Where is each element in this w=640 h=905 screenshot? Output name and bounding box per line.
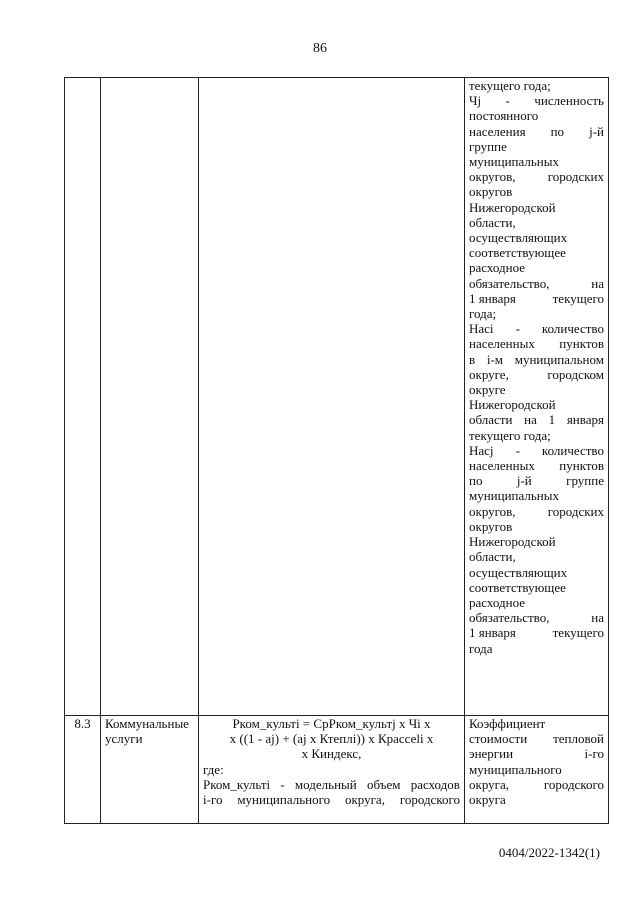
text-word: января [566,412,604,428]
text-word: осуществляющих [469,230,568,246]
row-name-cell [101,78,199,716]
text-line [469,230,604,245]
text-line [469,108,604,123]
text-word: Нижегородской [469,534,556,550]
text-line [469,124,604,139]
text-word: расходное [469,594,525,610]
text-word: количество [541,321,604,337]
text-word: - [280,776,285,792]
text-line [469,245,604,260]
text-line [469,625,604,640]
text-word: текущего [552,625,604,641]
text-line [469,397,604,412]
text-word: округа, [344,792,385,808]
row-number-cell: 8.3 [65,716,101,824]
text-word: на [591,610,604,626]
formula [203,716,460,762]
text-word: Насj [469,442,494,458]
text-word: городского [399,792,460,808]
text-line [469,595,604,610]
text-line [469,549,604,564]
text-line [469,504,604,519]
text-line [469,321,604,336]
text-word: округов, [469,169,516,185]
text-line [203,777,460,792]
text-line [469,519,604,534]
text-line [469,412,604,427]
text-line [469,731,604,746]
text-word: пунктов [559,458,604,474]
text-line [469,215,604,230]
text-word: - [515,321,520,337]
service-name-line: услуги [105,731,143,747]
text-line [469,777,604,792]
text-word: і-м [486,351,504,367]
text-word: текущего года; [469,78,551,93]
text-line [469,488,604,503]
text-word: округов [469,518,513,534]
text-line [469,610,604,625]
page-number: 86 [313,41,327,56]
text-line [469,792,604,807]
text-word: года; [469,306,497,322]
text-word: муниципальных [469,488,560,504]
text-word: по [469,473,483,489]
text-word: на [524,412,537,428]
text-word: осуществляющих [469,564,568,580]
text-word: области [469,412,513,428]
text-word: пунктов [559,336,604,352]
text-line [469,746,604,761]
formula-line: Рком_культі = СрРком_культj х Чі х [232,716,431,731]
text-line [469,276,604,291]
text-line [469,367,604,382]
text-word: Нижегородской [469,199,556,215]
text-word: области, [469,549,516,565]
text-line [469,78,604,93]
text-word: 1 января [469,625,516,641]
text-word: постоянного [469,108,539,124]
text-word: энергии [469,746,514,762]
coefficient-text [469,78,604,656]
text-word: муниципальных [469,154,560,170]
text-line [469,306,604,321]
text-word: городских [547,169,604,185]
document-code: 0404/2022-1342(1) [498,845,600,860]
formula-line: х Киндекс, [301,746,362,762]
row-formula-cell [199,716,465,824]
text-word: текущего [552,290,604,306]
formula-line: х ((1 - аj) + (аj х Ктеплі)) х Крассеlі х [229,731,434,747]
text-line [469,716,604,731]
text-line [469,260,604,275]
where-label: где: [203,761,224,777]
text-word: 1 [548,412,556,428]
text-line [469,443,604,458]
text-word: текущего года; [469,427,551,443]
text-line [469,93,604,108]
text-word: Коэффициент [469,716,546,731]
text-word: Нижегородской [469,397,556,413]
text-word: Чj [469,93,482,109]
text-word: населенных [469,336,535,352]
text-word: года [469,640,493,656]
text-word: на [591,275,604,291]
text-word: і-го [584,746,604,762]
text-word: муниципальном [514,351,604,367]
text-word: в [469,351,476,367]
text-word: тепловой [553,731,604,747]
table-row [65,78,609,716]
text-line [469,291,604,306]
text-word: по [550,123,565,139]
text-line [469,382,604,397]
service-name-line: Коммунальные [105,716,189,731]
row-formula-cell [199,78,465,716]
table-row [65,716,609,824]
text-word: округа, [469,776,509,792]
text-line [469,458,604,473]
text-word: муниципального [469,761,562,777]
text-word: - [505,93,510,109]
text-word: j-й [589,123,604,139]
text-word: Рком_культі [203,776,271,792]
text-line [469,473,604,488]
text-word: населенных [469,458,535,474]
text-line [469,762,604,777]
text-word: обязательство, [469,610,550,626]
text-line [469,154,604,169]
text-word: округе, [469,366,509,382]
text-word: округов, [469,503,516,519]
text-word: округов [469,184,513,200]
row-number-cell [65,78,101,716]
text-word: соответствующее [469,579,566,595]
text-line [469,534,604,549]
text-word: обязательство, [469,275,550,291]
text-word: округе [469,382,506,398]
text-line [203,792,460,807]
text-word: j-й [516,473,532,489]
text-word: муниципального [237,792,331,808]
text-word: модельный [294,776,357,792]
text-word: стоимости [469,731,528,747]
text-word: городском [547,366,604,382]
text-word: городского [543,776,604,792]
text-word: городских [547,503,604,519]
text-line [469,565,604,580]
regulation-table [64,77,609,824]
text-line [469,641,604,656]
text-word: расходное [469,260,525,276]
row-coefficient-cell [465,78,609,716]
text-word: соответствующее [469,245,566,261]
text-word: области, [469,214,516,230]
text-line [469,139,604,154]
text-line [469,169,604,184]
text-word: 1 января [469,290,516,306]
text-line [469,580,604,595]
text-line [469,200,604,215]
text-word: і-го [203,792,223,808]
text-line [469,352,604,367]
row-name-cell [101,716,199,824]
text-line [469,428,604,443]
text-word: населения [469,123,526,139]
text-word: Насі [469,321,494,337]
text-word: группе [469,138,507,154]
row-coefficient-cell [465,716,609,824]
text-word: численность [534,93,604,109]
service-name [105,716,194,746]
text-word: объем [366,776,401,792]
text-line [469,336,604,351]
coefficient-text [469,716,604,807]
text-word: - [515,442,520,458]
formula-description [203,777,460,807]
text-word: количество [541,442,604,458]
text-word: округа [469,792,506,808]
text-word: расходов [410,776,460,792]
text-line [469,184,604,199]
text-word: группе [566,473,604,489]
